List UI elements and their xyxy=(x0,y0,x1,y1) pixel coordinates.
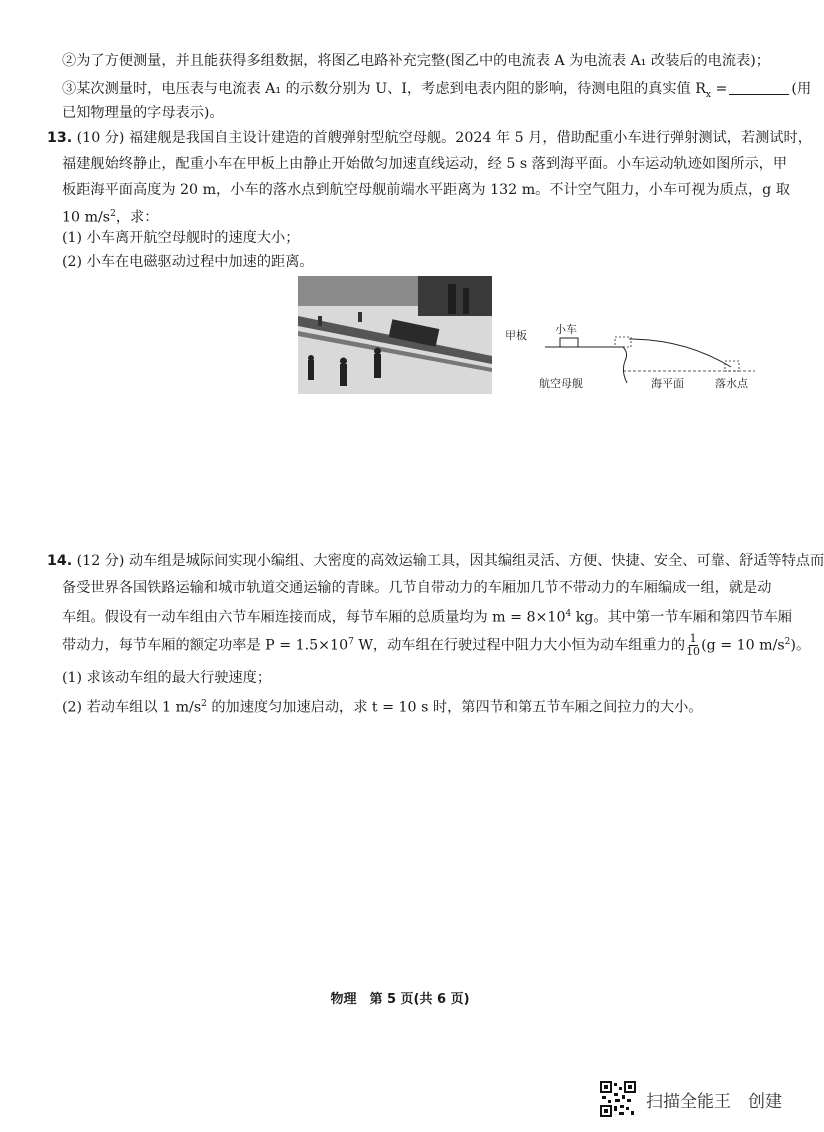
label-deck: 甲板 xyxy=(505,329,527,342)
q14-line-4-d: )。 xyxy=(790,637,811,654)
scanner-watermark xyxy=(600,1081,782,1117)
scanner-credit: 扫描全能王 创建 xyxy=(646,1091,782,1112)
q14-mass-exp: 4 xyxy=(565,609,572,619)
label-carrier: 航空母舰 xyxy=(539,377,583,390)
q14-sub-2 xyxy=(62,694,702,718)
step-2-text: ②为了方便测量，并且能获得多组数据，将图乙电路补充完整(图乙中的电流表 A 为电流表 A₁ 改装后的电流表)； xyxy=(62,53,770,69)
q14-line-4-a: 带动力，每节车厢的额定功率是 P = 1.5×10 xyxy=(62,637,349,654)
label-car: 小车 xyxy=(555,323,577,336)
q14-fraction xyxy=(686,633,700,658)
page-footer: 物理 第 5 页(共 6 页) xyxy=(330,992,470,1007)
step-3-part-b: = xyxy=(711,81,728,97)
fraction-denominator: 10 xyxy=(686,645,701,659)
q13-number: 13. xyxy=(47,130,73,146)
q14-line-4-c: (g = 10 m/s xyxy=(701,637,785,654)
q14-line-3-b: kg。其中第一节车厢和第四节车厢 xyxy=(571,609,793,626)
q13-line-2: 福建舰始终静止，配重小车在甲板上由静止开始做匀加速直线运动，经 5 s 落到海平面。小车运动轨迹如图所示，甲 xyxy=(62,156,788,172)
q14-line-3 xyxy=(62,604,792,628)
label-splash-point: 落水点 xyxy=(715,377,748,390)
carrier-test-photo xyxy=(298,276,492,394)
q14-line-1-text: (12 分) 动车组是城际间实现小编组、大密度的高效运输工具，因其编组灵活、方便、快捷、安全、可靠、舒适等特点而 xyxy=(72,553,824,569)
q14-sub-2-a: (2) 若动车组以 1 m/s xyxy=(62,699,202,716)
q14-line-2: 备受世界各国铁路运输和城市轨道交通运输的青睐。几节自带动力的车厢加几节不带动力的车厢编成一组，就是动 xyxy=(62,580,772,596)
answer-blank xyxy=(729,80,789,95)
step-3-subscript: x xyxy=(705,89,711,100)
step-3-part-c: (用 xyxy=(791,81,812,97)
q13-unit: 10 m/s xyxy=(62,209,111,226)
q14-sub-1: (1) 求该动车组的最大行驶速度； xyxy=(62,670,272,686)
q13-line-1-text: (10 分) 福建舰是我国自主设计建造的首艘弹射型航空母舰。2024 年 5 月，借助配重小车进行弹射测试，若测试时， xyxy=(72,130,812,146)
qr-code-icon xyxy=(600,1081,636,1117)
q13-unit-exp: 2 xyxy=(110,209,116,219)
q14-g-exp: 2 xyxy=(784,637,791,647)
step-3-text-cont: 已知物理量的字母表示)。 xyxy=(62,105,224,121)
q13-line-4-end: ，求： xyxy=(115,209,159,226)
q13-line-4 xyxy=(62,204,158,228)
q13-sub-1: (1) 小车离开航空母舰时的速度大小； xyxy=(62,230,300,246)
label-sea-level: 海平面 xyxy=(651,377,684,390)
trajectory-diagram xyxy=(505,325,755,395)
fraction-numerator: 1 xyxy=(689,632,697,646)
q14-line-3-a: 车组。假设有一动车组由六节车厢连接而成，每节车厢的总质量均为 m = 8×10 xyxy=(62,609,566,626)
q14-sub-2-b: 的加速度匀加速启动，求 t = 10 s 时，第四节和第五节车厢之间拉力的大小。 xyxy=(206,699,703,716)
q14-accel-exp: 2 xyxy=(201,699,207,709)
q14-line-1 xyxy=(47,551,824,571)
q14-line-4-b: W，动车组在行驶过程中阻力大小恒为动车组重力的 xyxy=(353,637,686,654)
q13-line-3: 板距海平面高度为 20 m，小车的落水点到航空母舰前端水平距离为 132 m。不计空气阻力，小车可视为质点，g 取 xyxy=(62,182,790,198)
q14-power-exp: 7 xyxy=(348,637,354,647)
q14-number: 14. xyxy=(47,553,73,569)
step-3-text xyxy=(62,79,811,105)
step-3-part-a: ③某次测量时，电压表与电流表 A₁ 的示数分别为 U、I，考虑到电表内阻的影响，待测电阻的真实值 R xyxy=(62,81,706,97)
q14-line-4 xyxy=(62,632,810,658)
q13-sub-2: (2) 小车在电磁驱动过程中加速的距离。 xyxy=(62,254,314,270)
q13-line-1 xyxy=(47,128,812,148)
